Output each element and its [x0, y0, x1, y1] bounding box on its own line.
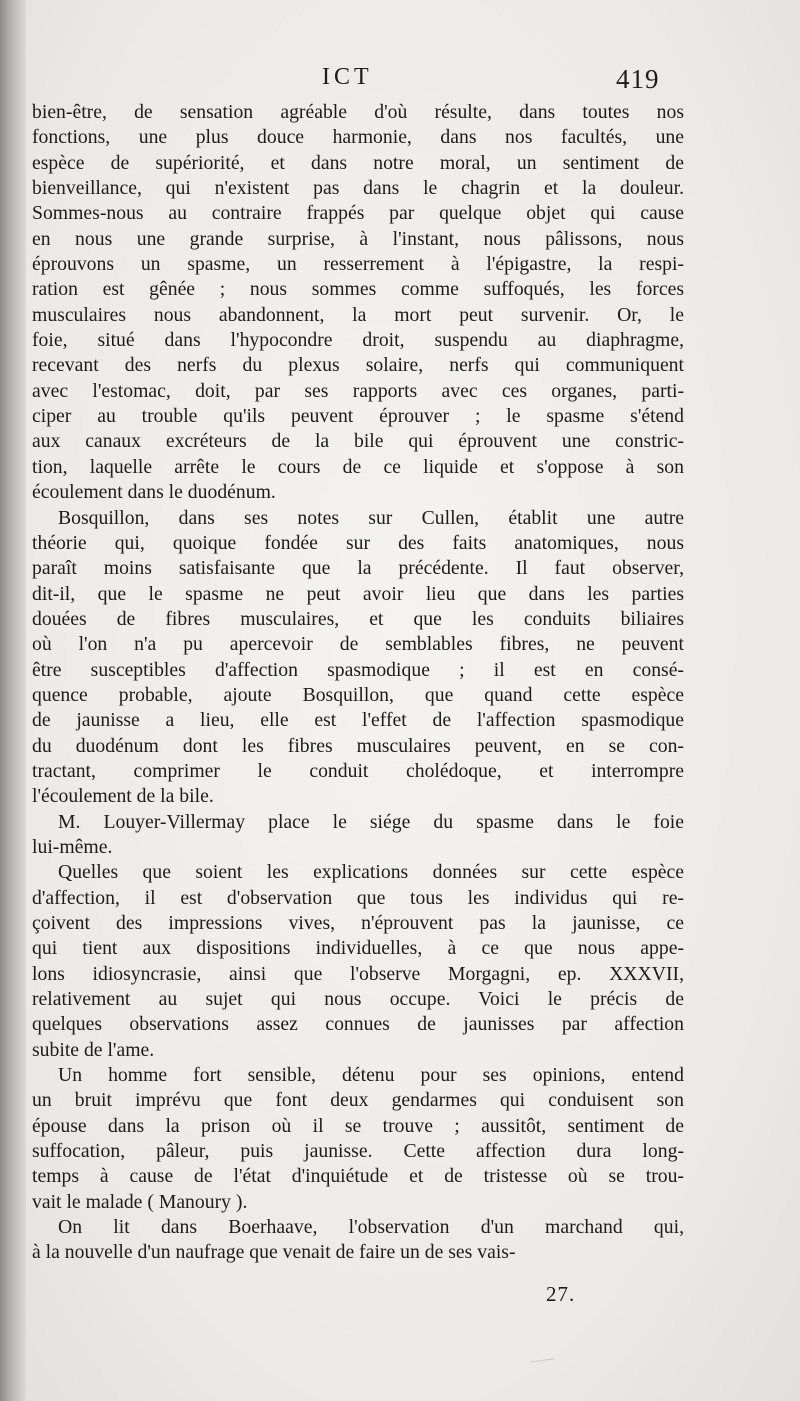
text-line: douées de fibres musculaires, et que les conduits biliaires [32, 607, 684, 630]
text-line: un bruit imprévu que font deux gendarmes qui conduisent son [32, 1089, 684, 1112]
text-line: en nous une grande surprise, à l'instant, nous pâlissons, nous [32, 227, 684, 250]
text-line: éprouvons un spasme, un resserrement à l'épigastre, la respi- [32, 253, 684, 276]
ink-smudge [529, 1350, 554, 1362]
text-line: d'affection, il est d'observation que tous les individus qui re- [32, 886, 684, 909]
text-line: aux canaux excréteurs de la bile qui éprouvent une constric- [32, 430, 684, 453]
text-line: lui-même. [32, 835, 113, 858]
text-line: çoivent des impressions vives, n'éprouvent pas la jaunisse, ce [32, 912, 684, 934]
text-line: musculaires nous abandonnent, la mort peut survenir. Or, le [32, 303, 684, 326]
running-head: ICT [322, 64, 373, 90]
paragraph [32, 506, 684, 810]
paragraph [32, 810, 684, 861]
text-line: recevant des nerfs du plexus solaire, nerfs qui communiquent [32, 354, 684, 377]
text-line: On lit dans Boerhaave, l'observation d'un marchand qui, [58, 1216, 684, 1239]
text-line: vait le malade ( Manoury ). [32, 1190, 248, 1213]
text-line: bienveillance, qui n'existent pas dans le chagrin et la douleur. [32, 177, 684, 200]
page-number: 419 [616, 64, 660, 94]
text-line: quence probable, ajoute Bosquillon, que quand cette espèce [32, 683, 684, 706]
text-line: du duodénum dont les fibres musculaires peuvent, en se con- [32, 734, 684, 757]
text-line: lons idiosyncrasie, ainsi que l'observe Morgagni, ep. XXXVII, [32, 962, 684, 985]
text-line: paraît moins satisfaisante que la précédente. Il faut observer, [32, 557, 684, 580]
text-line: bien-être, de sensation agréable d'où résulte, dans toutes nos [32, 101, 684, 123]
body-text [32, 100, 684, 1266]
text-line: quelques observations assez connues de jaunisses par affection [32, 1013, 684, 1036]
text-line: ciper au trouble qu'ils peuvent éprouver ; le spasme s'étend [32, 405, 684, 428]
page-gutter-shadow [0, 0, 26, 1401]
text-line: qui tient aux dispositions individuelles, à ce que nous appe- [32, 937, 684, 960]
text-line: Sommes-nous au contraire frappés par quelque objet qui cause [32, 202, 684, 225]
text-line: subite de l'ame. [32, 1038, 155, 1061]
text-line: de jaunisse a lieu, elle est l'effet de l'affection spasmodique [32, 709, 684, 732]
text-line: être susceptibles d'affection spasmodique ; il est en consé- [32, 658, 684, 681]
text-line: dit-il, que le spasme ne peut avoir lieu que dans les parties [32, 582, 684, 605]
text-line: espèce de supériorité, et dans notre moral, un sentiment de [32, 151, 684, 174]
text-line: tion, laquelle arrête le cours de ce liquide et s'oppose à son [32, 455, 684, 478]
text-line: tractant, comprimer le conduit cholédoque, et interrompre [32, 759, 684, 782]
text-line: l'écoulement de la bile. [32, 785, 214, 808]
text-line: écoulement dans le duodénum. [32, 481, 276, 504]
signature-mark: 27. [546, 1282, 576, 1306]
text-line: Quelles que soient les explications données sur cette espèce [58, 861, 684, 884]
text-line: suffocation, pâleur, puis jaunisse. Cette affection dura long- [32, 1140, 684, 1163]
text-line: M. Louyer-Villermay place le siége du spasme dans le foie [58, 810, 684, 833]
text-line: Bosquillon, dans ses notes sur Cullen, établit une autre [58, 506, 684, 529]
paragraph [32, 1063, 684, 1215]
paragraph [32, 100, 684, 506]
paragraph [32, 860, 684, 1063]
paragraph [32, 1215, 684, 1266]
text-line: avec l'estomac, doit, par ses rapports avec ces organes, parti- [32, 379, 684, 402]
text-line: fonctions, une plus douce harmonie, dans nos facultés, une [32, 126, 684, 149]
text-line: Un homme fort sensible, détenu pour ses opinions, entend [58, 1064, 684, 1087]
text-line: temps à cause de l'état d'inquiétude et de tristesse où se trou- [32, 1165, 684, 1188]
text-line: théorie qui, quoique fondée sur des faits anatomiques, nous [32, 531, 684, 554]
text-line: épouse dans la prison où il se trouve ; aussitôt, sentiment de [32, 1114, 684, 1137]
text-line: foie, situé dans l'hypocondre droit, suspendu au diaphragme, [32, 329, 684, 352]
text-line: relativement au sujet qui nous occupe. Voici le précis de [32, 988, 684, 1011]
text-line: où l'on n'a pu apercevoir de semblables fibres, ne peuvent [32, 633, 684, 656]
page-header [0, 58, 800, 98]
text-line: à la nouvelle d'un naufrage que venait de faire un de ses vais- [32, 1241, 516, 1264]
text-line: ration est gênée ; nous sommes comme suffoqués, les forces [32, 278, 684, 301]
